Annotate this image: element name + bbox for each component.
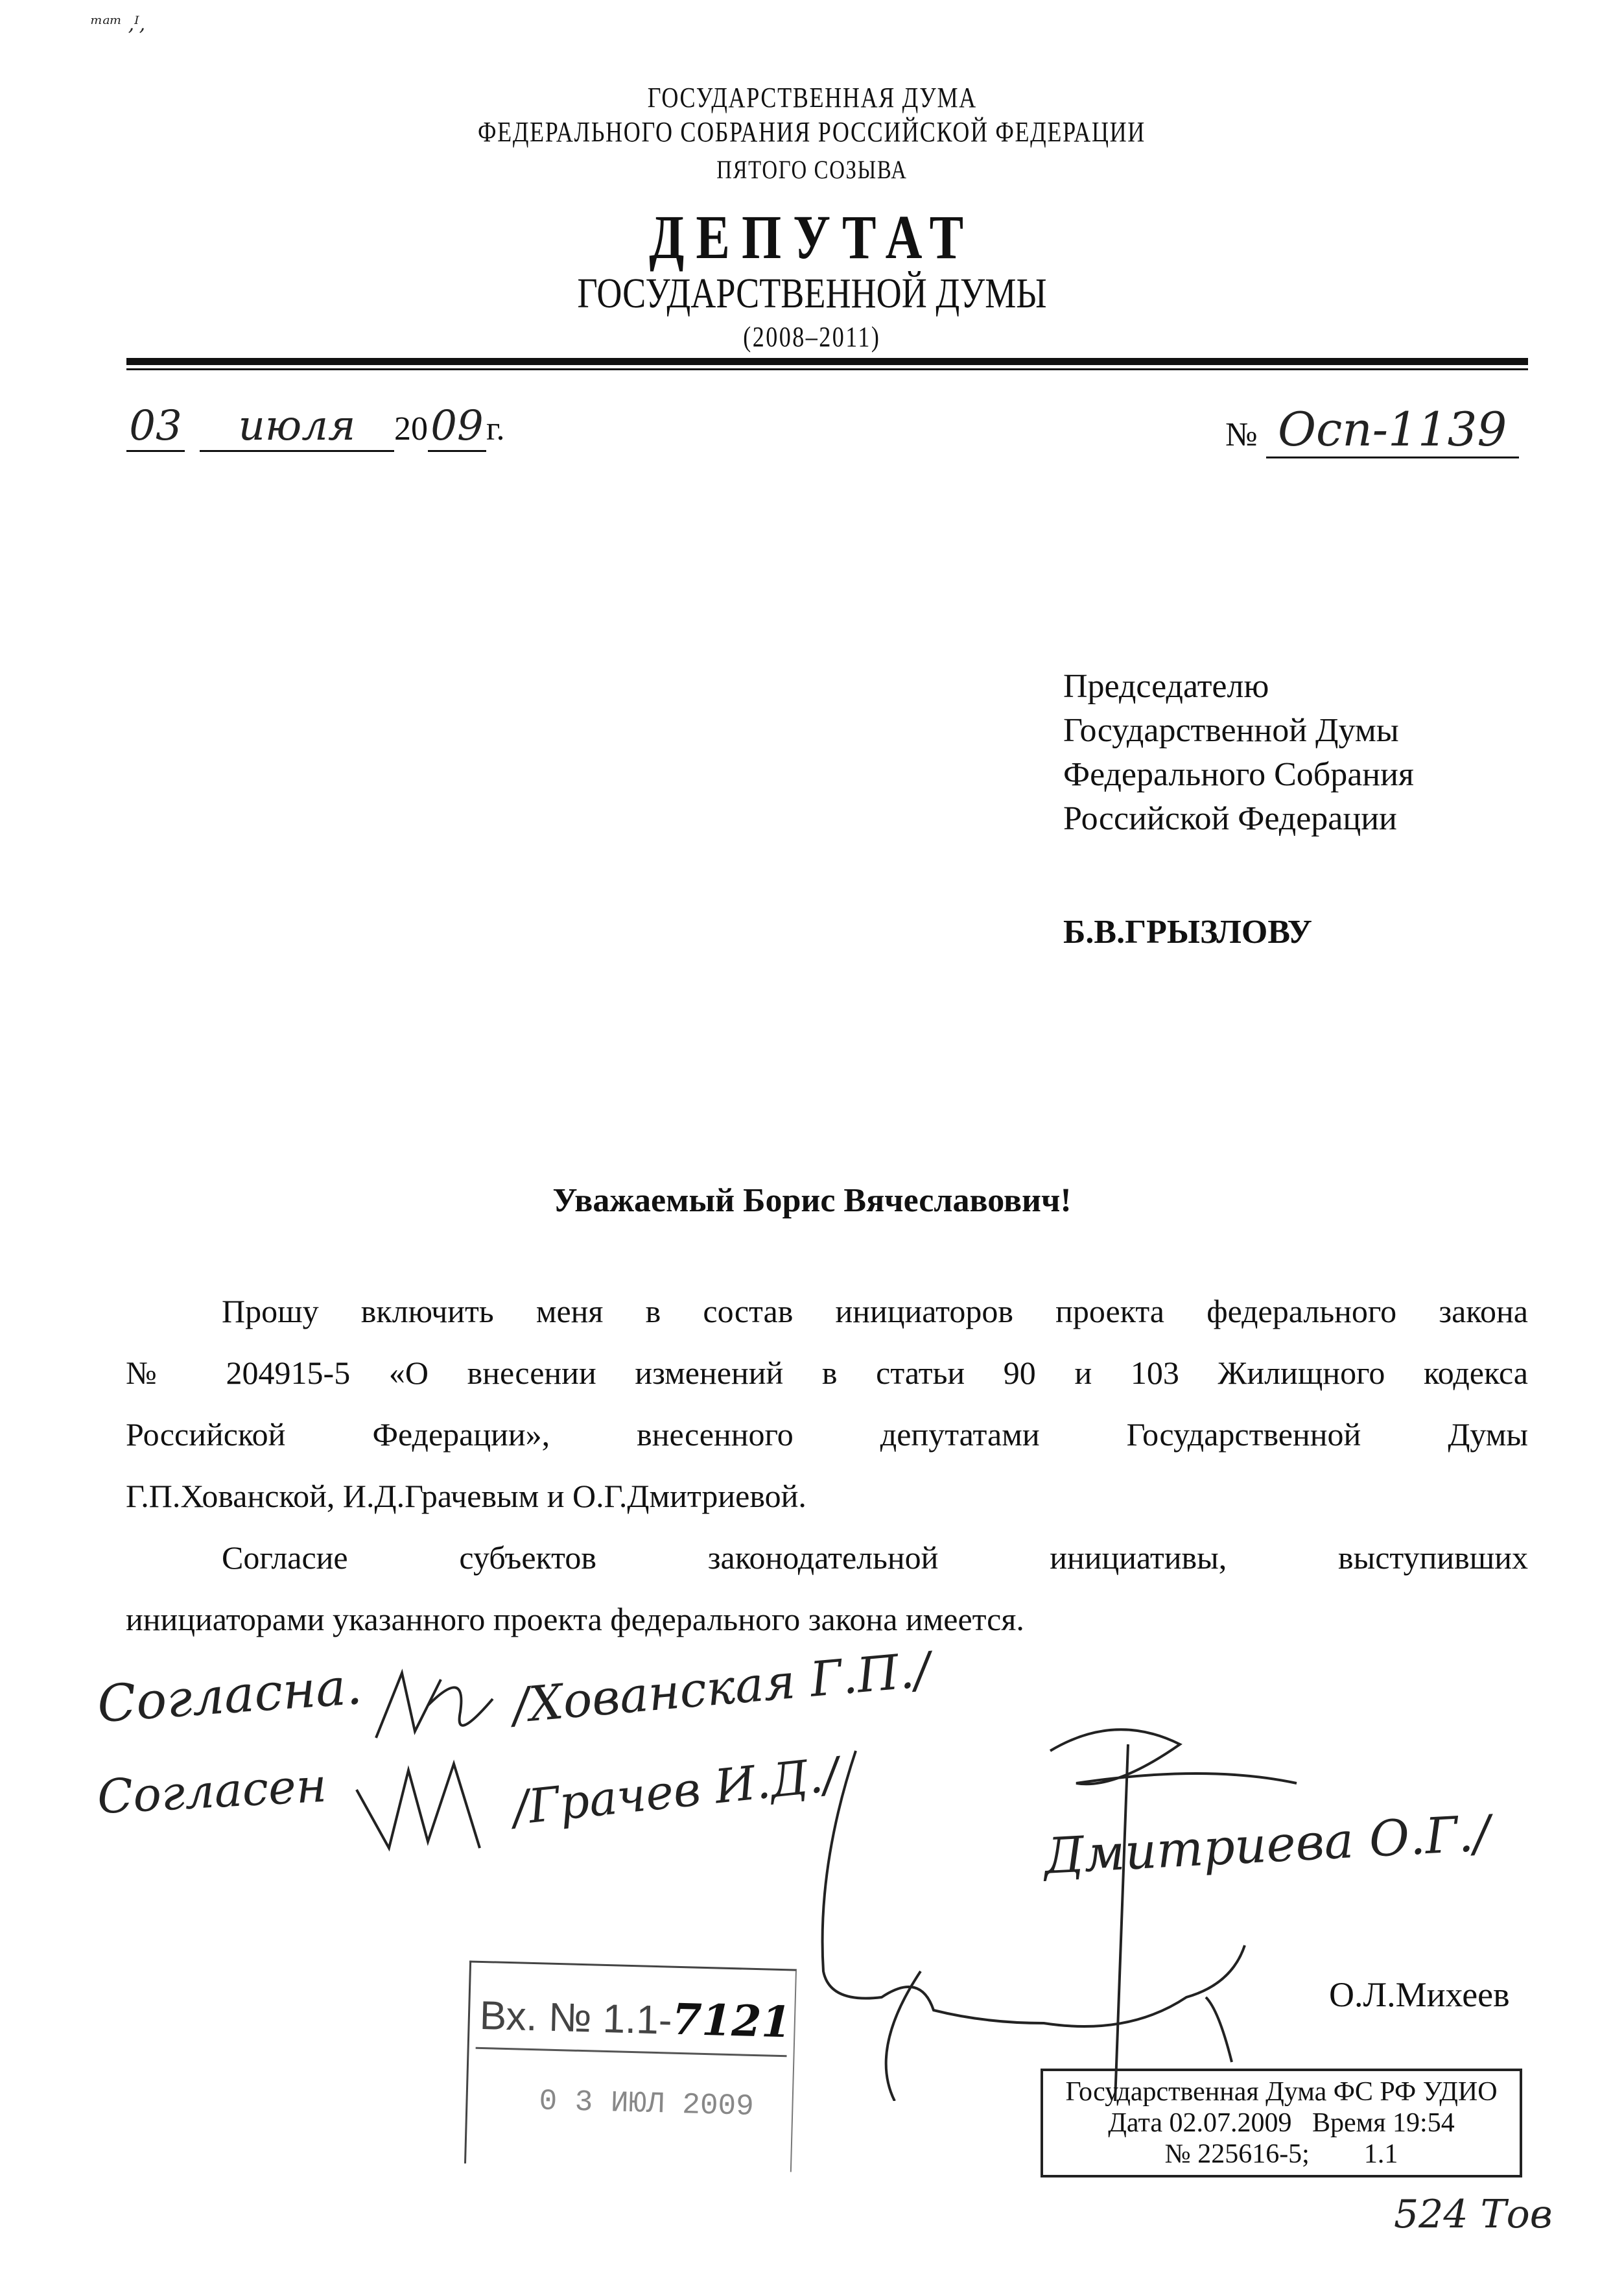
incoming-stamp-label-text: Вх. № 1.1-: [479, 1993, 673, 2043]
signatory-name: О.Л.Михеев: [1329, 1975, 1510, 2014]
paragraph1-line: Г.П.Хованской, И.Д.Грачевым и О.Г.Дмитриевой.: [126, 1478, 806, 1514]
addressee-line: Государственной Думы: [1063, 712, 1399, 749]
letterhead-line3-text: ПЯТОГО СОЗЫВА: [716, 155, 908, 184]
addressee-line: Российской Федерации: [1063, 800, 1397, 837]
paragraph1-line: Прошу включить меня в состав инициаторов проекта федерального закона: [222, 1293, 1528, 1329]
greeting: Уважаемый Борис Вячеславович!: [552, 1182, 1072, 1219]
outgoing-number: Осп-1139: [1266, 402, 1519, 458]
incoming-stamp-divider: [476, 2047, 787, 2058]
letterhead-line1: [0, 81, 1624, 114]
addressee-line: Федерального Собрания: [1063, 756, 1414, 793]
date-year: 09: [428, 402, 486, 452]
letterhead-title: [0, 201, 1624, 273]
incoming-stamp-label: [479, 1989, 792, 2048]
date-year-mark: г.: [486, 410, 505, 447]
paragraph1-line: Российской Федерации», внесенного депутатами Государственной Думы: [126, 1416, 1528, 1453]
handwritten-name3: Дмитриева О.Г./: [1042, 1804, 1492, 1885]
date-century: 20: [394, 410, 428, 447]
registry-stamp-line2: Дата 02.07.2009 Время 19:54: [1108, 2108, 1455, 2138]
letterhead-line3: [0, 154, 1624, 185]
date-line: [126, 402, 504, 452]
number-line: [1225, 402, 1519, 458]
letterhead-subtitle-text: ГОСУДАРСТВЕННОЙ ДУМЫ: [577, 270, 1047, 317]
letterhead-line1-text: ГОСУДАРСТВЕННАЯ ДУМА: [647, 82, 977, 113]
registry-stamp-line1: Государственная Дума ФС РФ УДИО: [1065, 2077, 1498, 2107]
letterhead-years: [0, 320, 1624, 353]
handwritten-name1: /Хованская Г.П./: [510, 1642, 933, 1734]
bottom-note: 524 Тов: [1394, 2192, 1553, 2237]
corner-marks: ᵐᵃᵐ ,ᴵ,: [91, 13, 146, 36]
header-rule-thick: [126, 358, 1528, 365]
number-sign: №: [1225, 416, 1258, 453]
registry-stamp-line3: № 225616-5; 1.1: [1164, 2139, 1398, 2169]
handwritten-consent2: Согласен: [96, 1757, 328, 1825]
paragraph1-line: № 204915-5 «О внесении изменений в статьи 90 и 103 Жилищного кодекса: [126, 1355, 1528, 1391]
date-month: июля: [200, 402, 394, 452]
addressee-block: [1063, 665, 1414, 841]
paragraph2-line: инициаторами указанного проекта федерального закона имеется.: [126, 1601, 1024, 1637]
date-day: 03: [126, 402, 185, 452]
letterhead-line2: [0, 115, 1624, 148]
signature-grachev: [350, 1751, 506, 1861]
paragraph2-line: Согласие субъектов законодательной инициативы, выступивших: [222, 1539, 1528, 1576]
incoming-stamp: [464, 1960, 797, 2172]
letterhead-line2-text: ФЕДЕРАЛЬНОГО СОБРАНИЯ РОССИЙСКОЙ ФЕДЕРАЦИИ: [478, 116, 1146, 148]
signature-khovanskaya: [363, 1660, 512, 1764]
registry-stamp: [1041, 2069, 1522, 2177]
header-rule-thin: [126, 368, 1528, 370]
addressee-name: Б.В.ГРЫЗЛОВУ: [1063, 914, 1312, 951]
letterhead-title-text: ДЕПУТАТ: [649, 202, 975, 272]
addressee-line: Председателю: [1063, 668, 1269, 705]
handwritten-name2: /Грачев И.Д./: [510, 1746, 841, 1836]
handwritten-consent1: Согласна.: [95, 1657, 364, 1735]
letterhead-years-text: (2008–2011): [743, 321, 881, 353]
incoming-stamp-date: 0 3 ИЮЛ 2009: [538, 2084, 755, 2124]
signature-mikheev: [765, 1738, 1348, 2101]
letterhead-subtitle: [0, 269, 1624, 318]
incoming-stamp-number: 7121: [671, 1993, 792, 2048]
